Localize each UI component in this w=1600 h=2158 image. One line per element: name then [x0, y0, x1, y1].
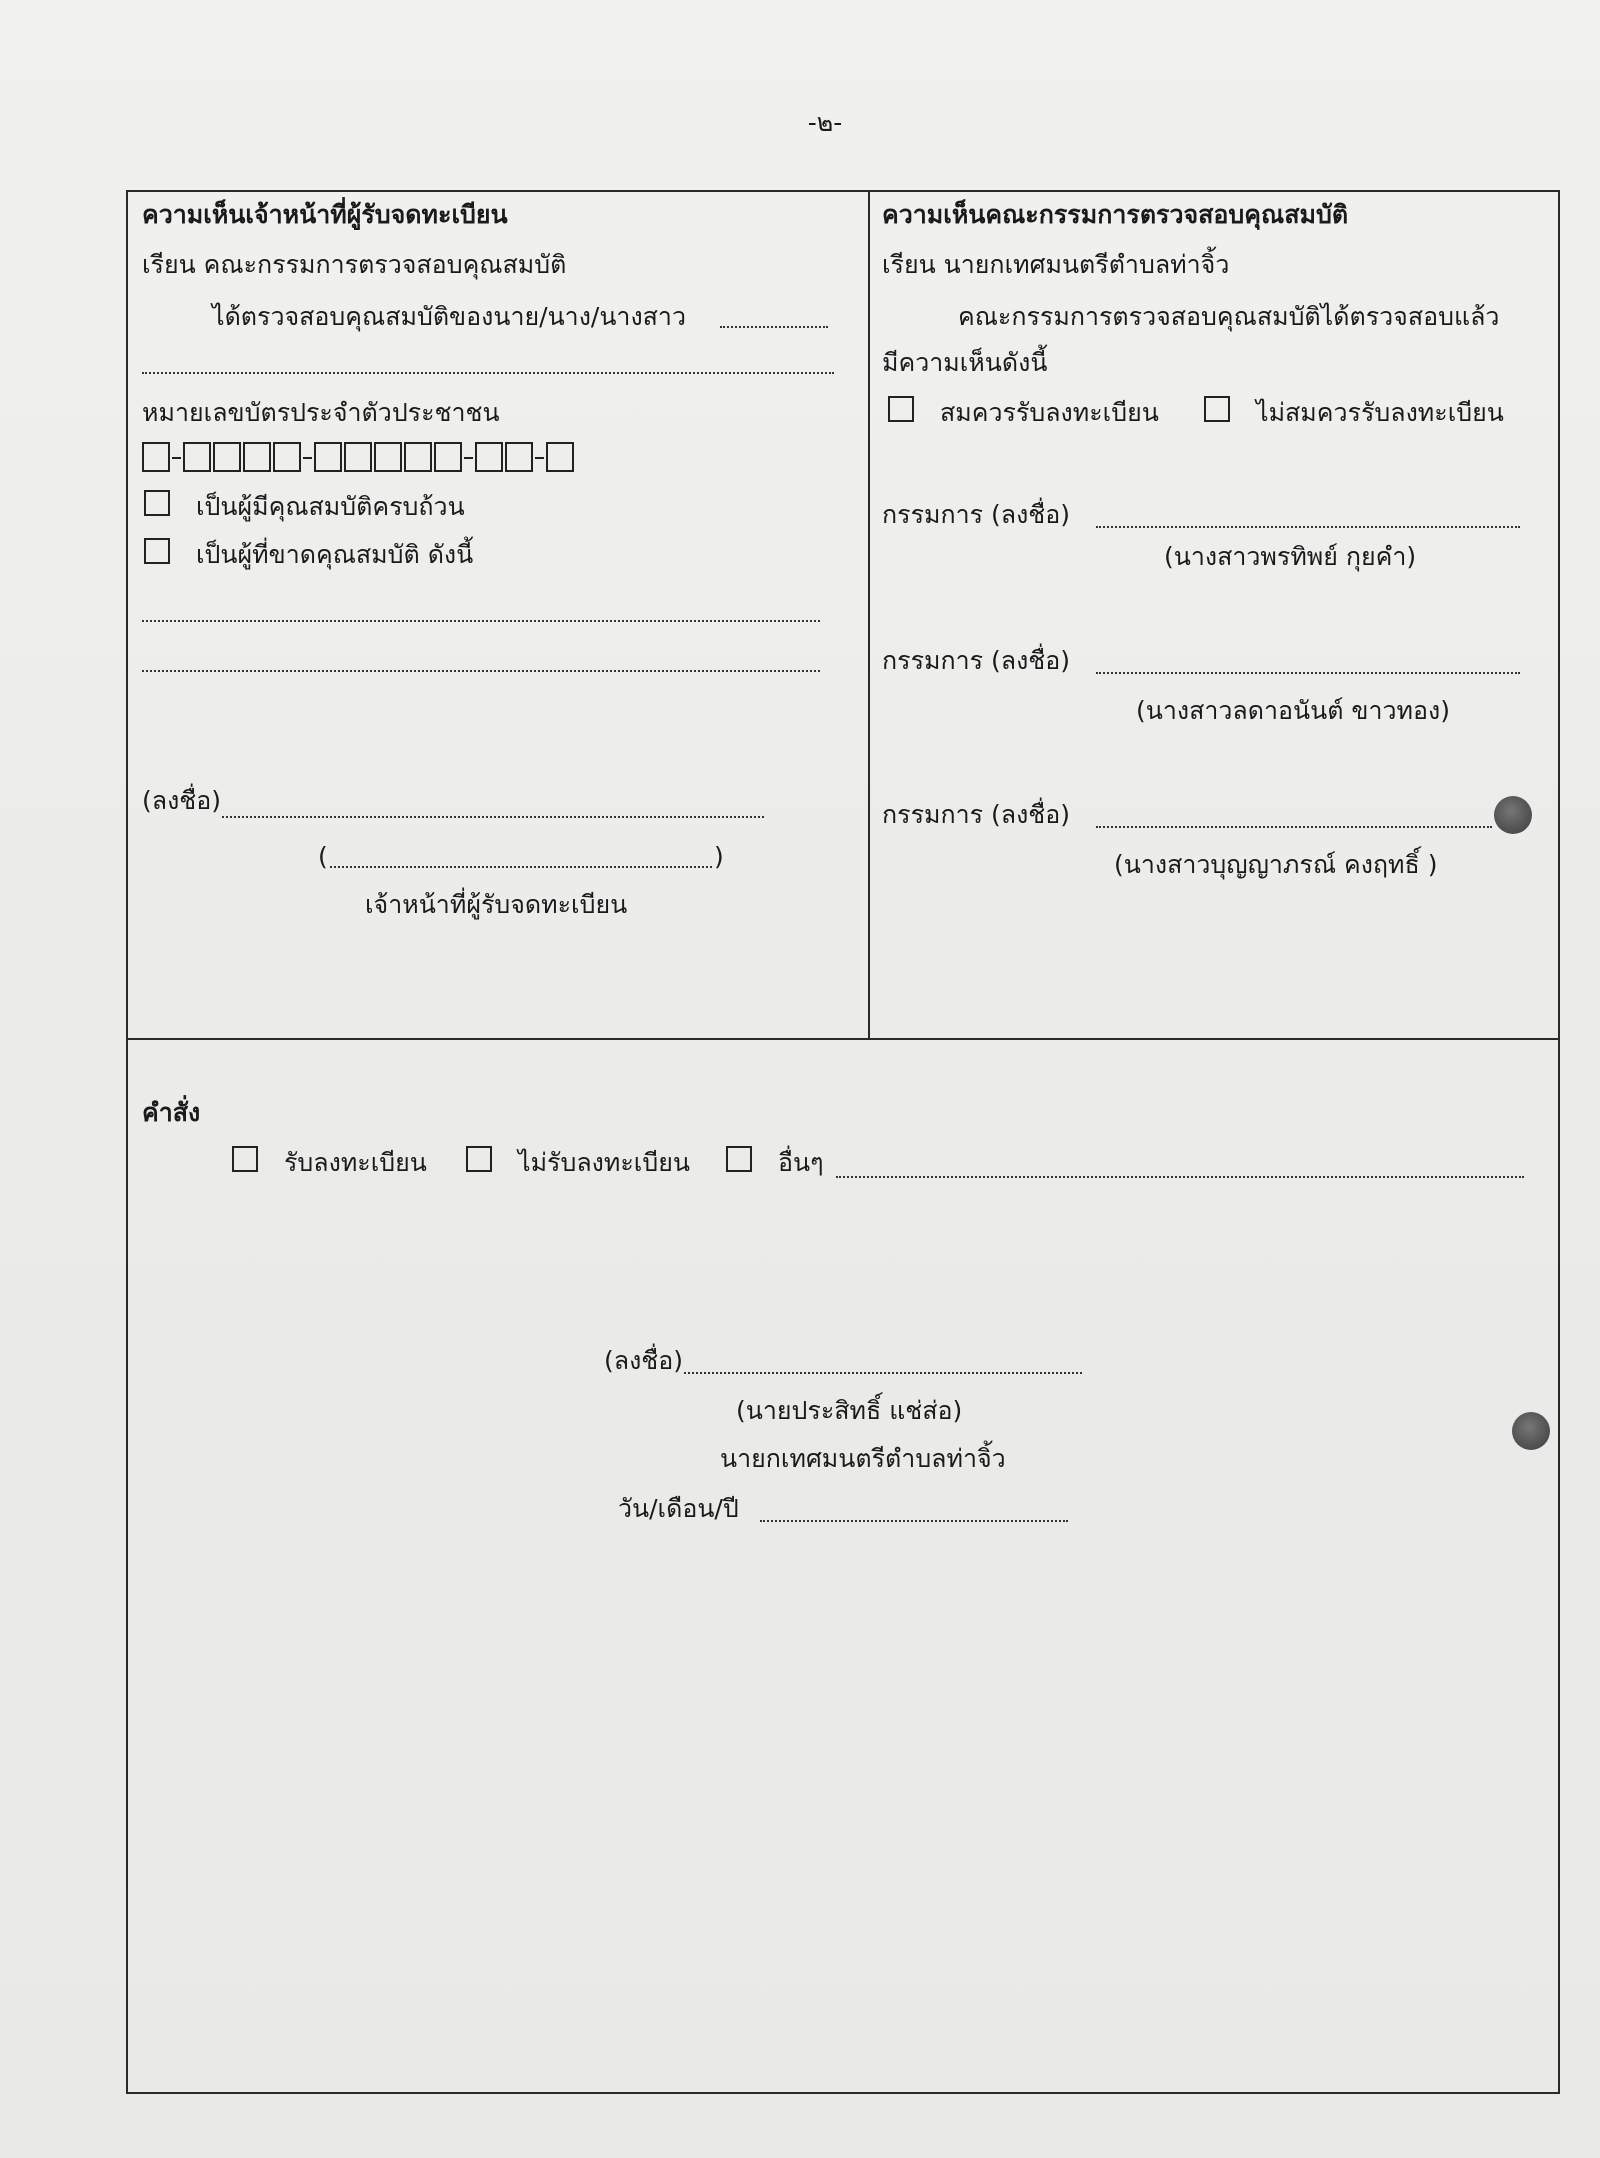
officer-signature-field[interactable]: [222, 816, 764, 818]
id-digit-box[interactable]: [213, 442, 241, 472]
qualified-checkbox[interactable]: [144, 490, 170, 516]
reject-registration-checkbox[interactable]: [1204, 396, 1230, 422]
id-dash: [535, 457, 544, 459]
mayor-name: (นายประสิทธิ์ แช่ส่อ): [736, 1396, 963, 1425]
officer-opinion-heading: ความเห็นเจ้าหน้าที่ผู้รับจดทะเบียน: [142, 200, 508, 229]
committee-member-2-signature[interactable]: [1096, 672, 1520, 674]
id-digit-box[interactable]: [475, 442, 503, 472]
page-number: -๒-: [807, 108, 843, 137]
id-dash: [303, 457, 312, 459]
order-accept-checkbox[interactable]: [232, 1146, 258, 1172]
qualified-label: เป็นผู้มีคุณสมบัติครบถ้วน: [196, 492, 465, 521]
id-number-label: หมายเลขบัตรประจำตัวประชาชน: [142, 398, 500, 427]
id-dash: [172, 457, 181, 459]
id-digit-box[interactable]: [404, 442, 432, 472]
committee-member-1-name: (นางสาวพรทิพย์ กุยคำ): [1164, 542, 1417, 571]
unqualified-reason-line1[interactable]: [142, 620, 820, 622]
unqualified-checkbox[interactable]: [144, 538, 170, 564]
committee-body-line2: มีความเห็นดังนี้: [882, 348, 1048, 377]
punch-hole: [1494, 796, 1532, 834]
id-digit-box[interactable]: [243, 442, 271, 472]
officer-printed-name-field[interactable]: [330, 866, 712, 868]
id-digit-box[interactable]: [183, 442, 211, 472]
committee-member-1-role: กรรมการ (ลงชื่อ): [882, 500, 1071, 529]
applicant-name-field[interactable]: [720, 326, 828, 328]
officer-checked-line: ได้ตรวจสอบคุณสมบัติของนาย/นาง/นางสาว: [212, 302, 686, 331]
committee-member-3-signature[interactable]: [1096, 826, 1492, 828]
id-digit-box[interactable]: [142, 442, 170, 472]
unqualified-reason-line2[interactable]: [142, 670, 820, 672]
date-field[interactable]: [760, 1520, 1068, 1522]
id-dash: [464, 457, 473, 459]
mayor-title: นายกเทศมนตรีตำบลท่าจิ้ว: [720, 1444, 1006, 1473]
mayor-signature-field[interactable]: [684, 1372, 1082, 1374]
reject-registration-label: ไม่สมควรรับลงทะเบียน: [1256, 398, 1504, 427]
committee-opinion-heading: ความเห็นคณะกรรมการตรวจสอบคุณสมบัติ: [882, 200, 1349, 229]
id-digit-box[interactable]: [344, 442, 372, 472]
officer-name-paren-open: (: [318, 842, 328, 871]
order-reject-checkbox[interactable]: [466, 1146, 492, 1172]
officer-sign-label: (ลงชื่อ): [142, 786, 222, 815]
committee-member-1-signature[interactable]: [1096, 526, 1520, 528]
order-reject-label: ไม่รับลงทะเบียน: [518, 1148, 690, 1177]
committee-member-2-role: กรรมการ (ลงชื่อ): [882, 646, 1071, 675]
order-heading: คำสั่ง: [142, 1098, 201, 1127]
id-digit-box[interactable]: [374, 442, 402, 472]
committee-member-3-role: กรรมการ (ลงชื่อ): [882, 800, 1071, 829]
committee-body-line1: คณะกรรมการตรวจสอบคุณสมบัติได้ตรวจสอบแล้ว: [958, 302, 1500, 331]
applicant-name-field-line2[interactable]: [142, 372, 834, 374]
accept-registration-label: สมควรรับลงทะเบียน: [940, 398, 1159, 427]
column-divider: [868, 190, 870, 1038]
date-label: วัน/เดือน/ปี: [618, 1494, 739, 1523]
committee-member-2-name: (นางสาวลดาอนันต์ ขาวทอง): [1136, 696, 1451, 725]
mayor-sign-label: (ลงชื่อ): [604, 1346, 684, 1375]
id-digit-box[interactable]: [273, 442, 301, 472]
unqualified-label: เป็นผู้ที่ขาดคุณสมบัติ ดังนี้: [196, 540, 474, 569]
id-digit-box[interactable]: [546, 442, 574, 472]
order-other-detail-field[interactable]: [836, 1176, 1524, 1178]
id-digit-box[interactable]: [314, 442, 342, 472]
form-frame: [126, 190, 1560, 2094]
punch-hole: [1512, 1412, 1550, 1450]
officer-to-line: เรียน คณะกรรมการตรวจสอบคุณสมบัติ: [142, 250, 567, 279]
order-accept-label: รับลงทะเบียน: [284, 1148, 427, 1177]
committee-to-line: เรียน นายกเทศมนตรีตำบลท่าจิ้ว: [882, 250, 1230, 279]
committee-member-3-name: (นางสาวบุญญาภรณ์ คงฤทธิ์ ): [1114, 850, 1438, 879]
id-digit-box[interactable]: [505, 442, 533, 472]
order-other-checkbox[interactable]: [726, 1146, 752, 1172]
section-divider: [126, 1038, 1560, 1040]
officer-title: เจ้าหน้าที่ผู้รับจดทะเบียน: [365, 890, 628, 919]
accept-registration-checkbox[interactable]: [888, 396, 914, 422]
id-digit-box[interactable]: [434, 442, 462, 472]
order-other-label: อื่นๆ: [778, 1148, 824, 1177]
officer-name-paren-close: ): [714, 842, 724, 871]
